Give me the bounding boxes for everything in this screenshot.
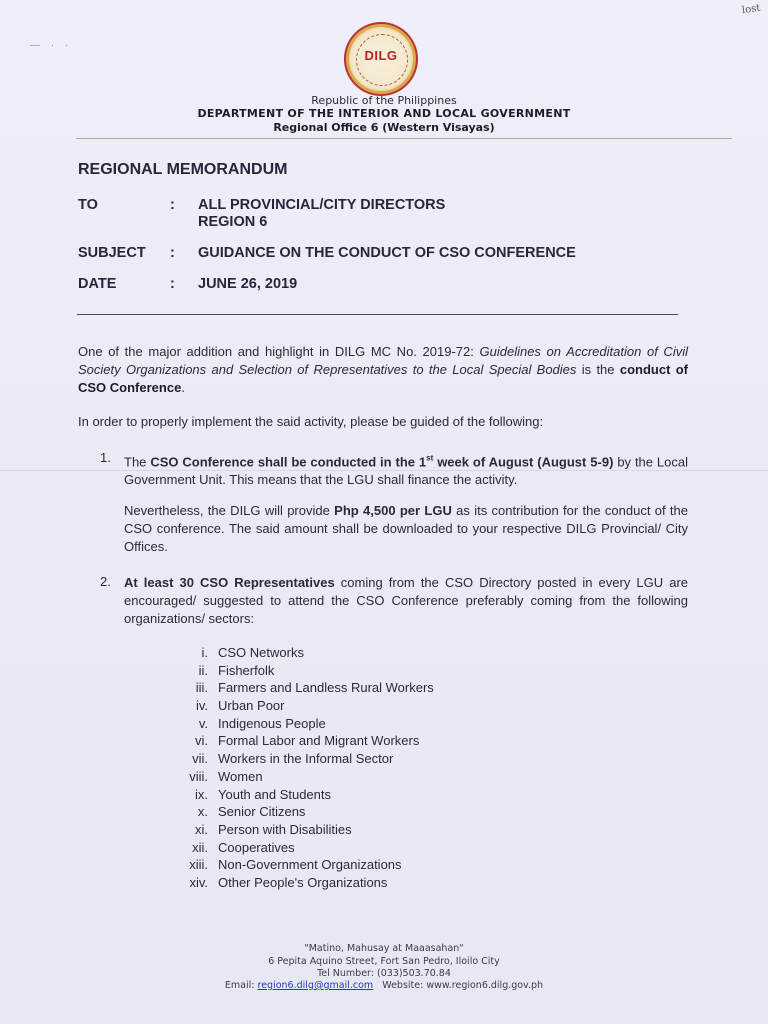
header-divider [76, 138, 732, 139]
seal-text: DILG [364, 48, 398, 63]
sector-number: xii. [192, 839, 208, 855]
footer-website: Website: www.region6.dilg.gov.ph [382, 980, 544, 991]
date-colon: : [170, 276, 175, 292]
dilg-seal-logo [344, 22, 418, 96]
footer-motto: "Matino, Mahusay at Maaasahan" [304, 943, 464, 954]
date-value: JUNE 26, 2019 [198, 276, 298, 292]
sector-label: Fisherfolk [218, 662, 275, 678]
sector-label: Cooperatives [218, 839, 295, 855]
item-2-number: 2. [100, 574, 111, 589]
item-2-text: coming from the CSO Directory posted in every LGU are encouraged/ suggested to attend the CSO Conference preferably coming from the following organizations/ sectors: [124, 575, 689, 626]
guided-paragraph: In order to properly implement the said activity, please be guided of the following: [78, 414, 544, 429]
subject-value: GUIDANCE ON THE CONDUCT OF CSO CONFERENCE [198, 245, 576, 261]
item-1-superscript: st [426, 454, 434, 463]
sector-number: iv. [195, 698, 208, 714]
intro-title-italic: Guidelines on Accreditation of Civil Society Organizations and Selection of Representatives to the Local Special Bodies [78, 344, 688, 377]
item-1-text-a: The [124, 454, 151, 470]
item-1-bold-1: CSO Conference shall be conducted in the 1 [150, 454, 427, 470]
header-republic: Republic of the Philippines [311, 94, 457, 107]
intro-bold: conduct of CSO Conference [78, 362, 688, 395]
footer-email-label: Email: [224, 980, 255, 991]
sector-label: Other People's Organizations [218, 874, 388, 890]
footer-address: 6 Pepita Aquino Street, Fort San Pedro, Iloilo City [268, 956, 500, 967]
sector-number: x. [197, 804, 208, 820]
item-1-p2-text-a: Nevertheless, the DILG will provide [124, 503, 335, 518]
footer-tel: Tel Number: (033)503.70.84 [317, 968, 451, 979]
to-value-line-1: ALL PROVINCIAL/CITY DIRECTORS [198, 197, 446, 213]
sector-label: Farmers and Landless Rural Workers [218, 680, 434, 696]
sector-label: CSO Networks [218, 645, 304, 660]
item-1-paragraph [124, 450, 688, 489]
sector-number: vii. [192, 751, 208, 767]
sector-number: v. [198, 715, 208, 731]
sector-number: ix. [195, 786, 208, 802]
sector-number: xi. [195, 821, 208, 837]
sector-label: Non-Government Organizations [218, 857, 402, 873]
sector-number: i. [201, 645, 208, 660]
footer-contact [0, 980, 768, 991]
subject-label: SUBJECT [78, 245, 146, 261]
item-1-text-b: by the Local Government Unit. This means that the LGU shall finance the activity. [124, 454, 689, 488]
header-office: Regional Office 6 (Western Visayas) [273, 121, 495, 134]
sector-label: Women [218, 768, 263, 784]
handwritten-corner-mark: lost [740, 2, 761, 17]
header-department: DEPARTMENT OF THE INTERIOR AND LOCAL GOVERNMENT [197, 107, 571, 120]
sector-number: viii. [189, 768, 208, 784]
to-value-line-2: REGION 6 [198, 214, 268, 230]
sector-number: iii. [195, 680, 208, 696]
intro-text-b: is the [576, 362, 620, 377]
item-1-number: 1. [100, 450, 111, 465]
item-1-p2-text-b: as its contribution for the conduct of the CSO conference. The said amount shall be downloaded to your respective DILG Provincial/ City Offices. [124, 503, 688, 554]
item-2-bold: At least 30 CSO Representatives [124, 575, 335, 590]
sector-label: Youth and Students [218, 786, 332, 802]
sector-label: Senior Citizens [218, 804, 306, 820]
memo-title: REGIONAL MEMORANDUM [78, 161, 288, 178]
sector-number: xiii. [189, 857, 208, 873]
sector-label: Person with Disabilities [218, 821, 352, 837]
to-colon: : [170, 197, 175, 213]
intro-text-c: . [181, 380, 185, 395]
item-1-paragraph-2 [124, 502, 688, 556]
date-label: DATE [78, 276, 117, 292]
intro-paragraph [78, 343, 688, 397]
sector-number: ii. [198, 662, 208, 678]
sector-label: Urban Poor [218, 698, 285, 714]
intro-text-a: One of the major addition and highlight in DILG MC No. 2019-72: [78, 344, 480, 359]
item-1-p2-bold: Php 4,500 per LGU [334, 503, 452, 518]
sector-number: vi. [195, 733, 208, 749]
sector-label: Indigenous People [218, 715, 326, 731]
footer-email-link[interactable]: region6.dilg@gmail.com [257, 980, 374, 991]
memo-divider [77, 314, 678, 315]
to-label: TO [78, 197, 98, 213]
pen-marks: — · · [30, 40, 73, 51]
item-2-paragraph [124, 574, 688, 628]
sector-number: xiv. [189, 874, 208, 890]
subject-colon: : [170, 245, 175, 261]
item-1-bold-2: week of August (August 5-9) [433, 454, 614, 470]
sector-label: Workers in the Informal Sector [218, 751, 394, 767]
sector-label: Formal Labor and Migrant Workers [218, 733, 420, 749]
